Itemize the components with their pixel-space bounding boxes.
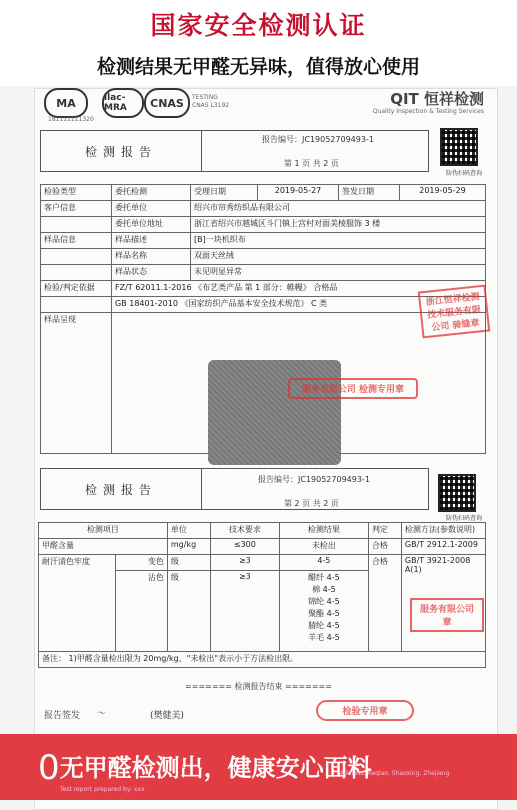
stain-value: 醋纤 4-5 bbox=[308, 573, 340, 582]
cnas-number: CNAS L3192 bbox=[192, 102, 230, 109]
cell: 甲醛含量 bbox=[39, 539, 168, 555]
cell: 级 bbox=[167, 571, 210, 652]
cell: 合格 bbox=[368, 539, 401, 555]
cell: 级 bbox=[167, 555, 210, 571]
header bbox=[0, 0, 517, 86]
cell: 客户信息 bbox=[41, 201, 112, 217]
company-stamp-2: 服务有限公司 章 bbox=[410, 598, 484, 632]
company-stamp: 服务有限公司 检测专用章 bbox=[288, 378, 418, 399]
cell bbox=[41, 297, 112, 313]
cell: GB/T 3921-2008 A(1) bbox=[401, 555, 485, 652]
signature: ～ bbox=[96, 709, 106, 719]
column-header: 技术要求 bbox=[210, 523, 279, 539]
column-header: 判定 bbox=[368, 523, 401, 539]
cell: 2019-05-29 bbox=[400, 185, 486, 201]
table-row bbox=[39, 539, 486, 555]
stain-value: 聚酯 4-5 bbox=[308, 609, 340, 618]
results-table bbox=[38, 522, 486, 668]
table-row bbox=[39, 652, 486, 668]
cell: 合格 bbox=[368, 555, 401, 652]
headline: 国家安全检测认证 bbox=[150, 11, 367, 40]
table-row bbox=[39, 523, 486, 539]
cell: GB 18401-2010 《国家纺织产品基本安全技术规范》 C 类 bbox=[112, 297, 486, 313]
qr-note-1: 防伪扫码查询 bbox=[446, 170, 483, 177]
table-row bbox=[41, 233, 486, 249]
report-number-2: 报告编号：JC19052709493-1 bbox=[258, 475, 370, 484]
report-title-1: 检测报告 bbox=[40, 130, 202, 172]
cell: FZ/T 62011.1-2016 《布艺类产品 第 1 部分：帷幔》 合格品 bbox=[112, 281, 486, 297]
sign-label: 报告签发 bbox=[44, 711, 81, 721]
qr-note-2: 防伪扫码查询 bbox=[446, 515, 483, 522]
cell bbox=[41, 265, 112, 281]
stain-value: 羊毛 4-5 bbox=[308, 633, 340, 642]
cell bbox=[41, 217, 112, 233]
footer-address-2: Address: Keqiao, Shaoxing, Zhejiang bbox=[340, 770, 450, 777]
cell: 样品描述 bbox=[112, 233, 191, 249]
cell: [B]一块机织布 bbox=[191, 233, 486, 249]
cell: 2019-05-27 bbox=[258, 185, 339, 201]
cell: 签发日期 bbox=[339, 185, 400, 201]
stain-value: 腈纶 4-5 bbox=[308, 621, 340, 630]
cell: 双面天丝绒 bbox=[191, 249, 486, 265]
column-header: 检测结果 bbox=[279, 523, 368, 539]
cell: 样品状态 bbox=[112, 265, 191, 281]
cell: 绍兴市帘秀纺织品有限公司 bbox=[191, 201, 486, 217]
seam-stamp: 浙江恒祥检测技术服务有限公司 骑缝章 bbox=[418, 285, 491, 339]
cma-logo: MA bbox=[44, 88, 88, 118]
cell: 未见明显异常 bbox=[191, 265, 486, 281]
column-header: 检测项目 bbox=[39, 523, 168, 539]
inspection-stamp: 检验专用章 bbox=[316, 700, 414, 721]
cell: 检验/判定依据 bbox=[41, 281, 112, 297]
banner-text bbox=[38, 748, 372, 788]
cell: 样品呈现 bbox=[41, 313, 112, 454]
cell: 检验类型 bbox=[41, 185, 112, 201]
table-row bbox=[41, 265, 486, 281]
stain-value: 锦纶 4-5 bbox=[308, 597, 340, 606]
cnas-logo: CNAS bbox=[144, 88, 190, 118]
column-header: 单位 bbox=[167, 523, 210, 539]
remark-cell: 备注： 1)甲醛含量检出限为 20mg/kg，"未检出"表示小于方法检出限。 bbox=[39, 652, 486, 668]
cell: 沾色 bbox=[116, 571, 168, 652]
footer-address: Test report prepared by: xxx bbox=[60, 786, 145, 793]
cell: ≥3 bbox=[210, 571, 279, 652]
ilac-logo: ilac-MRA bbox=[102, 88, 144, 118]
banner-slogan: 无甲醛检测出，健康安心面料 bbox=[59, 754, 372, 782]
table-row bbox=[41, 217, 486, 233]
cell: mg/kg bbox=[167, 539, 210, 555]
report-end-marker: ======= 检测报告结束 ======= bbox=[185, 682, 332, 691]
cell: 耐汗渍色牢度 bbox=[39, 555, 116, 652]
cell: 4-5 bbox=[279, 555, 368, 571]
cell: 样品名称 bbox=[112, 249, 191, 265]
cell: 委托单位 bbox=[112, 201, 191, 217]
testing-label: TESTING bbox=[192, 94, 218, 101]
registration-number: 181111111320 bbox=[48, 116, 94, 123]
fabric-sample-image bbox=[208, 360, 341, 465]
qr-code-1 bbox=[440, 128, 478, 166]
cell: GB/T 2912.1-2009 bbox=[401, 539, 485, 555]
cell: 变色 bbox=[116, 555, 168, 571]
stain-results bbox=[279, 571, 368, 652]
cell: ≤300 bbox=[210, 539, 279, 555]
qit-logo: QIT 恒祥检测 bbox=[390, 90, 484, 108]
cell bbox=[41, 249, 112, 265]
table-row bbox=[39, 555, 486, 571]
cell: 委托检测 bbox=[112, 185, 191, 201]
sub-headline: 检测结果无甲醛无异味，值得放心使用 bbox=[96, 56, 420, 78]
table-row bbox=[41, 201, 486, 217]
banner-zero: 0 bbox=[38, 748, 60, 788]
report-number-1: 报告编号：JC19052709493-1 bbox=[262, 135, 374, 144]
qr-code-2 bbox=[438, 474, 476, 512]
qit-subtitle: Quality Inspection & Testing Services bbox=[372, 108, 484, 115]
cell: 委托单位地址 bbox=[112, 217, 191, 233]
cell: 未检出 bbox=[279, 539, 368, 555]
signer-name: (樊健美) bbox=[150, 711, 185, 721]
table-row bbox=[41, 249, 486, 265]
stain-value: 棉 4-5 bbox=[312, 585, 336, 594]
cell: 受理日期 bbox=[191, 185, 258, 201]
page-indicator-2: 第 2 页 共 2 页 bbox=[284, 499, 339, 508]
page-indicator-1: 第 1 页 共 2 页 bbox=[284, 159, 339, 168]
cell: 样品信息 bbox=[41, 233, 112, 249]
cell: ≥3 bbox=[210, 555, 279, 571]
table-row bbox=[41, 185, 486, 201]
report-title-2: 检测报告 bbox=[40, 468, 202, 510]
logo-bar bbox=[44, 82, 484, 126]
cell: 浙江省绍兴市越城区斗门镇上宫村对面美棱服饰 3 楼 bbox=[191, 217, 486, 233]
column-header: 检测方法(参数说明) bbox=[401, 523, 485, 539]
